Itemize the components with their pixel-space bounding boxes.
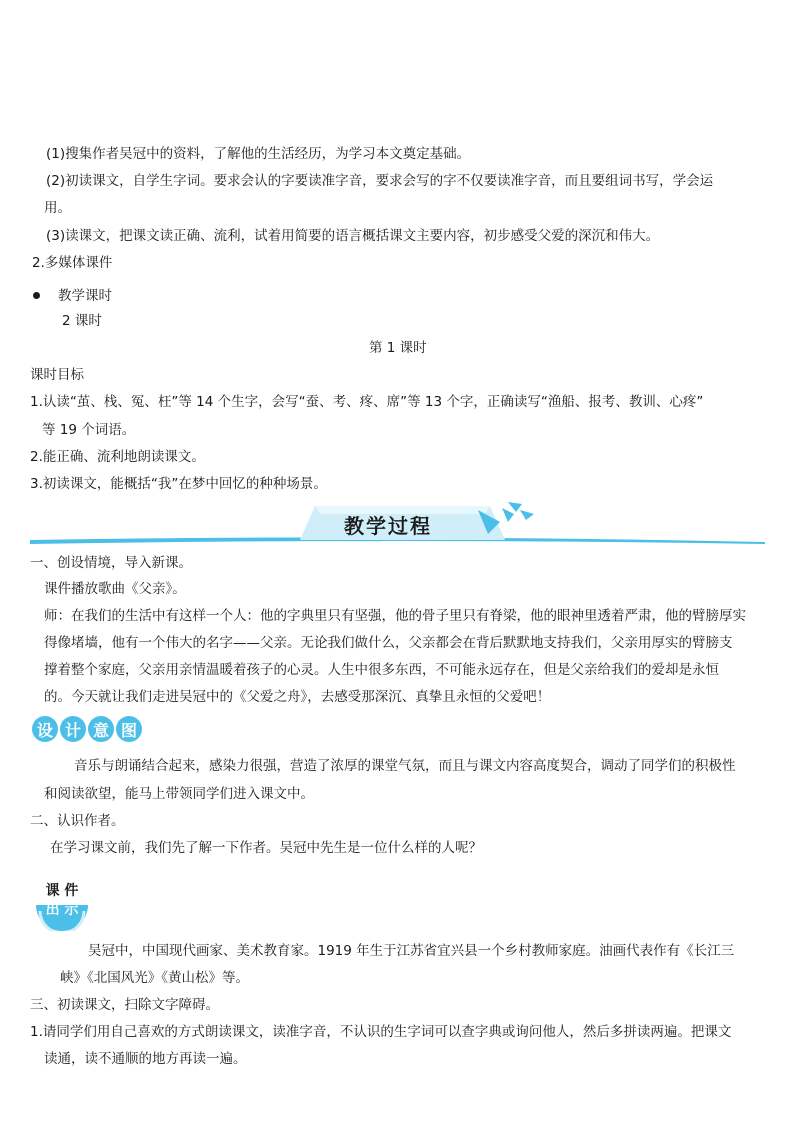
goals-label: 课时目标 — [30, 367, 84, 383]
goal-1-cont: 等 19 个词语。 — [42, 422, 136, 438]
hours-value: 2 课时 — [62, 313, 102, 329]
hours-label: 教学课时 — [58, 288, 112, 304]
goal-3: 3.初读课文，能概括“我”在梦中回忆的种种场景。 — [30, 476, 327, 492]
section1-para-1: 师：在我们的生活中有这样一个人：他的字典里只有坚强，他的骨子里只有脊梁，他的眼神里透着严肃，他的臂膀厚实 — [44, 608, 746, 624]
design-intent-para-2: 和阅读欲望，能马上带领同学们进入课文中。 — [44, 786, 314, 802]
design-intent-badge — [32, 716, 142, 742]
bullet-icon — [33, 292, 40, 299]
prep-item-2: (2)初读课文，自学生字词。要求会认的字要读准字音，要求会写的字不仅要读准字音，而且要组词书写，学会运 — [46, 173, 714, 189]
prep-item-3: (3)读课文，把课文读正确、流利，试着用简要的语言概括课文主要内容，初步感受父爱的深沉和伟大。 — [46, 228, 660, 244]
courseware-icon — [32, 875, 92, 931]
multimedia-item: 2.多媒体课件 — [32, 255, 113, 271]
section1-para-2: 得像堵墙，他有一个伟大的名字——父亲。无论我们做什么，父亲都会在背后默默地支持我们，父亲用厚实的臂膀支 — [44, 635, 733, 651]
badge-char: 计 — [60, 716, 86, 742]
courseware-para-2: 峡》《北国风光》《黄山松》等。 — [60, 970, 249, 986]
lesson-title: 第 1 课时 — [369, 340, 427, 356]
courseware-label-bottom: 出 示 — [45, 902, 79, 918]
goal-1: 1.认读“茧、栈、冤、枉”等 14 个生字，会写“蚕、考、疼、席”等 13 个字，正确读写“渔船、报考、教训、心疼” — [30, 394, 704, 410]
section1-line: 课件播放歌曲《父亲》。 — [44, 581, 186, 597]
design-intent-para-1: 音乐与朗诵结合起来，感染力很强，营造了浓厚的课堂气氛，而且与课文内容高度契合，调动了同学们的积极性 — [74, 758, 736, 774]
section2-heading: 二、认识作者。 — [30, 813, 125, 829]
prep-item-1: (1)搜集作者吴冠中的资料，了解他的生活经历，为学习本文奠定基础。 — [46, 146, 471, 162]
process-title: 教学过程 — [344, 514, 432, 538]
prep-item-2-cont: 用。 — [44, 200, 71, 216]
courseware-label-top: 课 件 — [45, 883, 79, 899]
section3-para-1: 1.请同学们用自己喜欢的方式朗读课文，读准字音，不认识的生字词可以查字典或询问他人，然后多拼读两遍。把课文 — [30, 1024, 732, 1040]
courseware-para-1: 吴冠中，中国现代画家、美术教育家。1919 年生于江苏省宜兴县一个乡村教师家庭。油画代表作有《长江三 — [88, 943, 735, 959]
section1-para-3: 撑着整个家庭，父亲用亲情温暖着孩子的心灵。人生中很多东西，不可能永远存在，但是父亲给我们的爱却是永恒 — [44, 662, 719, 678]
section3-para-2: 读通，读不通顺的地方再读一遍。 — [44, 1051, 247, 1067]
section1-heading: 一、创设情境，导入新课。 — [30, 555, 192, 571]
section1-para-4: 的。今天就让我们走进吴冠中的《父爱之舟》，去感受那深沉、真挚且永恒的父爱吧！ — [44, 689, 551, 705]
section2-line: 在学习课文前，我们先了解一下作者。吴冠中先生是一位什么样的人呢？ — [50, 840, 482, 856]
badge-char: 意 — [88, 716, 114, 742]
badge-char: 图 — [116, 716, 142, 742]
badge-char: 设 — [32, 716, 58, 742]
section3-heading: 三、初读课文，扫除文字障碍。 — [30, 997, 219, 1013]
goal-2: 2.能正确、流利地朗读课文。 — [30, 449, 205, 465]
